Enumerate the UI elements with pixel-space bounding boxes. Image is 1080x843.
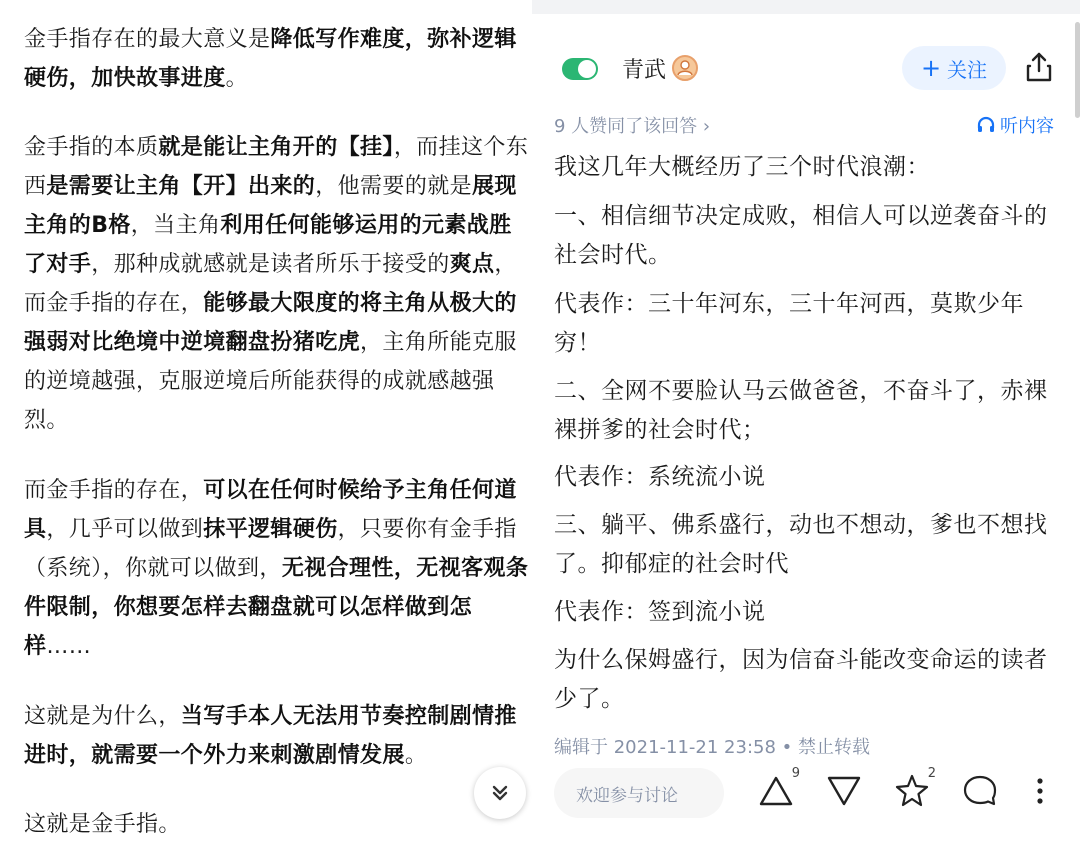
comment-button[interactable]: [962, 770, 1002, 814]
text: ……: [46, 634, 92, 659]
edit-info: 编辑于 2021-11-21 23:58 • 禁止转载: [554, 737, 870, 758]
paragraph-1: [24, 20, 530, 98]
upvote-button[interactable]: [758, 766, 800, 814]
bold-text: 就是能让主角开的【挂】: [158, 135, 394, 160]
bold-text: 展现主角的B格: [24, 174, 517, 238]
comment-bubble-icon: [962, 770, 998, 810]
text: ，几乎可以做到: [46, 517, 204, 542]
expand-button[interactable]: [474, 767, 526, 819]
downvote-button[interactable]: [826, 770, 866, 814]
answer-paragraph: 我这几年大概经历了三个时代浪潮：: [554, 154, 930, 180]
text: ，当主角: [130, 213, 221, 238]
answer-paragraph: 三、躺平、佛系盛行，动也不想动，爹也不想找了。抑郁症的社会时代: [554, 512, 1048, 577]
text: ，而金手指的存在，: [24, 252, 517, 316]
favorite-count: 2: [927, 766, 936, 781]
text: 而金手指的存在，: [24, 478, 204, 503]
more-vertical-icon: [1028, 770, 1052, 810]
text: 这就是为什么，: [24, 704, 181, 729]
bold-text: 无视合理性，无视客观条件限制，你想要怎样去翻盘就可以怎样做到怎样: [24, 556, 529, 659]
answer-paragraph: 为什么保姆盛行，因为信奋斗能改变命运的读者少了。: [554, 647, 1048, 712]
answer-paragraph: 一、相信细节决定成败，相信人可以逆袭奋斗的社会时代。: [554, 203, 1048, 268]
comment-input[interactable]: 欢迎参与讨论: [554, 768, 724, 818]
bold-text: 利用任何能够运用的元素战胜了对手: [24, 213, 512, 277]
text: ，而挂这个东西: [24, 135, 529, 199]
right-answer-panel: [532, 0, 1080, 843]
text: 。: [404, 743, 428, 768]
avatar[interactable]: [672, 55, 698, 81]
top-divider: [532, 0, 1080, 14]
scrollbar[interactable]: [1075, 22, 1080, 118]
answer-paragraph: 二、全网不要脸认马云做爸爸，不奋斗了，赤裸裸拼爹的社会时代；: [554, 378, 1048, 443]
more-options-button[interactable]: [1028, 770, 1052, 814]
author-name[interactable]: 青武: [622, 58, 667, 83]
bold-text: 爽点: [449, 252, 495, 277]
text: ，他需要的就是: [315, 174, 473, 199]
share-icon[interactable]: [1022, 50, 1056, 84]
plus-icon: +: [920, 54, 942, 82]
follow-label: 关注: [947, 57, 988, 82]
paragraph-3: [24, 471, 530, 666]
answer-paragraph: 代表作：系统流小说: [554, 464, 766, 490]
bold-text: 能够最大限度的将主角从极大的强弱对比绝境中逆境翻盘扮猪吃虎: [24, 291, 517, 355]
downvote-triangle-icon: [826, 770, 862, 810]
bold-text: 可以在任何时候给予主角任何道具: [24, 478, 517, 542]
text: ，主角所能克服的逆境越强，克服逆境后所能获得的成就感越强烈。: [24, 330, 517, 433]
bold-text: 抹平逻辑硬伤: [203, 517, 338, 542]
paragraph-2: [24, 128, 530, 440]
bold-text: 当写手本人无法用节奏控制剧情推进时，就需要一个外力来刺激剧情发展: [24, 704, 517, 768]
answer-paragraph: 代表作：签到流小说: [554, 599, 766, 625]
user-badge-icon: [674, 57, 696, 79]
follow-button[interactable]: [902, 46, 1006, 90]
toggle-knob: [578, 60, 596, 78]
paragraph-5: 这就是金手指。: [24, 812, 181, 837]
favorite-button[interactable]: [894, 766, 936, 814]
bold-text: 降低写作难度，弥补逻辑硬伤，加快故事进度: [24, 27, 517, 91]
listen-label: 听内容: [1000, 116, 1054, 137]
upvote-triangle-icon: [758, 770, 794, 810]
text: 金手指的本质: [24, 135, 159, 160]
double-chevron-down-icon: [489, 782, 511, 804]
listen-button[interactable]: [976, 112, 1054, 138]
paragraph-4: [24, 697, 530, 775]
text: ，只要你有金手指（系统），你就可以做到，: [24, 517, 517, 581]
toggle-switch[interactable]: [562, 58, 598, 80]
star-icon: [894, 770, 930, 810]
text: 金手指存在的最大意义是: [24, 27, 271, 52]
bold-text: 是需要让主角【开】出来的: [46, 174, 316, 199]
answer-paragraph: 代表作：三十年河东，三十年河西，莫欺少年穷！: [554, 291, 1024, 356]
headphones-icon: [976, 115, 996, 135]
text: 。: [225, 66, 249, 91]
text: ，那种成就感就是读者所乐于接受的: [91, 252, 450, 277]
agree-count-link[interactable]: 9 人赞同了该回答 ›: [554, 116, 711, 137]
upvote-count: 9: [791, 766, 800, 781]
